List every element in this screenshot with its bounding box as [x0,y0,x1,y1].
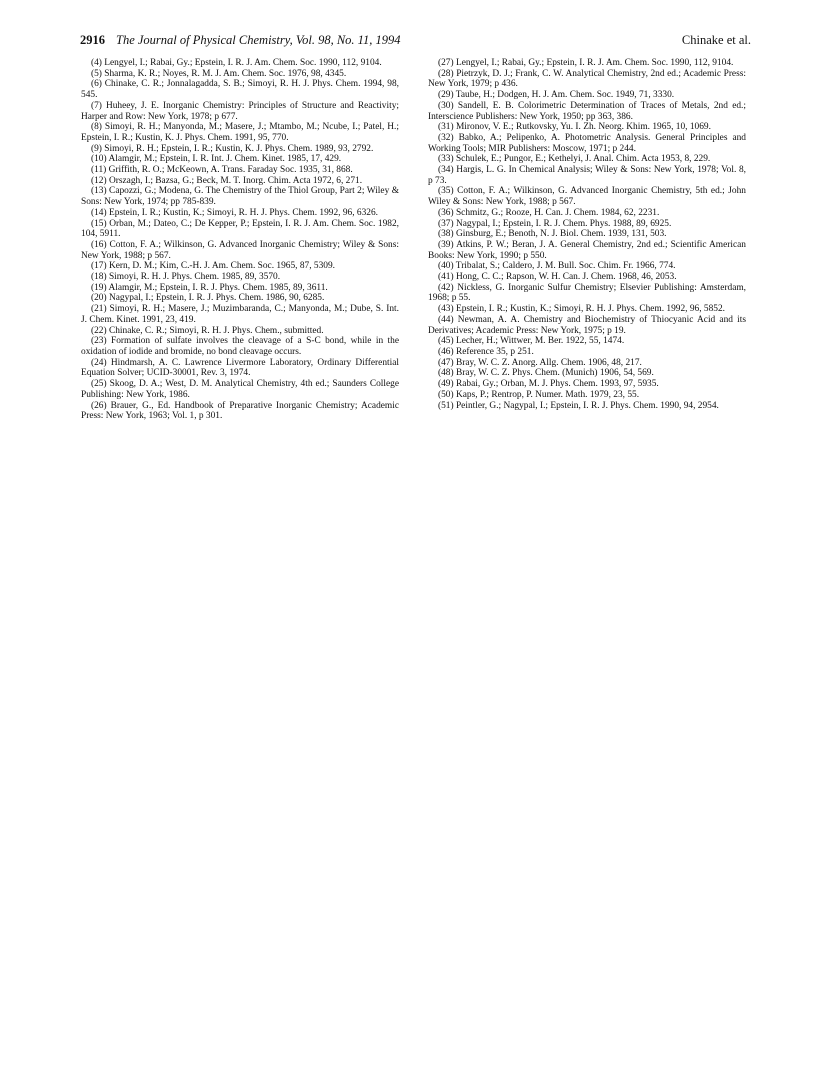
references-right-column [428,58,746,411]
reference-item: (4) Lengyel, I.; Rabai, Gy.; Epstein, I. R. J. Am. Chem. Soc. 1990, 112, 9104. [91,58,382,68]
page-number: 2916 [80,33,105,47]
reference-item: (12) Orszagh, I.; Bazsa, G.; Beck, M. T. Inorg. Chim. Acta 1972, 6, 271. [91,175,363,186]
page-header [80,33,751,49]
reference-item: (22) Chinake, C. R.; Simoyi, R. H. J. Phys. Chem., submitted. [91,325,324,336]
reference-item: (27) Lengyel, I.; Rabai, Gy.; Epstein, I. R. J. Am. Chem. Soc. 1990, 112, 9104. [438,58,734,68]
reference-item: (44) Newman, A. A. Chemistry and Biochemistry of Thiocyanic Acid and its Derivatives; Academic Press: New York, 1975; p 19. [428,314,746,336]
reference-item: (43) Epstein, I. R.; Kustin, K.; Simoyi, R. H. J. Phys. Chem. 1992, 96, 5852. [438,304,725,315]
reference-item: (30) Sandell, E. B. Colorimetric Determination of Traces of Metals, 2nd ed.; Interscience Publishers: New York, 1950; pp 363, 386. [428,100,746,122]
reference-item: (17) Kern, D. M.; Kim, C.-H. J. Am. Chem. Soc. 1965, 87, 5309. [91,261,336,272]
reference-item: (39) Atkins, P. W.; Beran, J. A. General Chemistry, 2nd ed.; Scientific American Books: New York, 1990; p 550. [428,239,746,261]
reference-item: (26) Brauer, G., Ed. Handbook of Preparative Inorganic Chemistry; Academic Press: New York, 1963; Vol. 1, p 301. [81,400,399,422]
reference-item: (42) Nickless, G. Inorganic Sulfur Chemistry; Elsevier Publishing: Amsterdam, 1968; p 55. [428,282,746,304]
reference-item: (36) Schmitz, G.; Rooze, H. Can. J. Chem. 1984, 62, 2231. [438,207,660,218]
reference-item: (34) Hargis, L. G. In Chemical Analysis; Wiley & Sons: New York, 1978; Vol. 8, p 73. [428,165,746,186]
reference-item: (25) Skoog, D. A.; West, D. M. Analytical Chemistry, 4th ed.; Saunders College Publishing: New York, 1986. [81,379,399,400]
reference-item: (5) Sharma, K. R.; Noyes, R. M. J. Am. Chem. Soc. 1976, 98, 4345. [91,68,347,79]
reference-item: (29) Taube, H.; Dodgen, H. J. Am. Chem. Soc. 1949, 71, 3330. [438,90,675,101]
reference-item: (41) Hong, C. C.; Rapson, W. H. Can. J. Chem. 1968, 46, 2053. [438,272,677,283]
reference-item: (48) Bray, W. C. Z. Phys. Chem. (Munich) 1906, 54, 569. [438,368,654,379]
reference-item: (24) Hindmarsh, A. C. Lawrence Livermore Laboratory, Ordinary Differential Equation Solver; UCID-30001, Rev. 3, 1974. [81,357,399,379]
reference-item: (37) Nagypal, I.; Epstein, I. R. J. Chem. Phys. 1988, 89, 6925. [438,218,672,229]
reference-item: (13) Capozzi, G.; Modena, G. The Chemistry of the Thiol Group, Part 2; Wiley & Sons: New York, 1974; pp 785-839. [81,186,399,208]
reference-item: (11) Griffith, R. O.; McKeown, A. Trans. Faraday Soc. 1935, 31, 868. [91,165,353,176]
reference-item: (16) Cotton, F. A.; Wilkinson, G. Advanced Inorganic Chemistry; Wiley & Sons: New York, 1988; p 567. [81,239,399,261]
reference-item: (18) Simoyi, R. H. J. Phys. Chem. 1985, 89, 3570. [91,272,281,283]
reference-item: (33) Schulek, E.; Pungor, E.; Kethelyi, J. Anal. Chim. Acta 1953, 8, 229. [438,154,711,165]
reference-item: (6) Chinake, C. R.; Jonnalagadda, S. B.; Simoyi, R. H. J. Phys. Chem. 1994, 98, 545. [81,79,399,101]
references-left-column [81,58,399,422]
reference-item: (15) Orban, M.; Dateo, C.; De Kepper, P.; Epstein, I. R. J. Am. Chem. Soc. 1982, 104, 5911. [81,218,399,240]
reference-item: (46) Reference 35, p 251. [438,346,534,357]
reference-item: (47) Bray, W. C. Z. Anorg. Allg. Chem. 1906, 48, 217. [438,357,642,368]
reference-item: (32) Babko, A.; Pelipenko, A. Photometric Analysis. General Principles and Working Tools; MIR Publishers: Moscow, 1971; p 244. [428,132,746,154]
reference-item: (19) Alamgir, M.; Epstein, I. R. J. Phys. Chem. 1985, 89, 3611. [91,282,328,293]
reference-item: (23) Formation of sulfate involves the cleavage of a S-C bond, while in the oxidation of iodide and bromide, no bond cleavage occurs. [81,336,399,357]
reference-item: (10) Alamgir, M.; Epstein, I. R. Int. J. Chem. Kinet. 1985, 17, 429. [91,154,342,165]
reference-item: (7) Huheey, J. E. Inorganic Chemistry: Principles of Structure and Reactivity; Harper and Row: New York, 1978; p 677. [81,100,399,122]
reference-item: (51) Peintler, G.; Nagypal, I.; Epstein, I. R. J. Phys. Chem. 1990, 94, 2954. [438,400,719,411]
reference-item: (20) Nagypal, I.; Epstein, I. R. J. Phys. Chem. 1986, 90, 6285. [91,293,325,304]
running-authors: Chinake et al. [681,33,751,47]
reference-item: (8) Simoyi, R. H.; Manyonda, M.; Masere, J.; Mtambo, M.; Ncube, I.; Patel, H.; Epstein, I. R.; Kustin, K. J. Phys. Chem. 1991, 95, 770. [81,122,399,143]
reference-item: (35) Cotton, F. A.; Wilkinson, G. Advanced Inorganic Chemistry, 5th ed.; John Wiley & Sons: New York, 1988; p 567. [428,186,746,208]
reference-item: (50) Kaps, P.; Rentrop, P. Numer. Math. 1979, 23, 55. [438,389,640,400]
journal-running-title: The Journal of Physical Chemistry, Vol. 98, No. 11, 1994 [116,33,401,47]
reference-item: (40) Tribalat, S.; Caldero, J. M. Bull. Soc. Chim. Fr. 1966, 774. [438,261,676,272]
reference-item: (21) Simoyi, R. H.; Masere, J.; Muzimbaranda, C.; Manyonda, M.; Dube, S. Int. J. Chem. Kinet. 1991, 23, 419. [81,304,399,325]
reference-item: (31) Mironov, V. E.; Rutkovsky, Yu. I. Zh. Neorg. Khim. 1965, 10, 1069. [438,122,711,133]
reference-item: (28) Pietrzyk, D. J.; Frank, C. W. Analytical Chemistry, 2nd ed.; Academic Press: New York, 1979; p 436. [428,68,746,90]
reference-item: (14) Epstein, I. R.; Kustin, K.; Simoyi, R. H. J. Phys. Chem. 1992, 96, 6326. [91,207,378,218]
reference-item: (38) Ginsburg, E.; Benoth, N. J. Biol. Chem. 1939, 131, 503. [438,229,667,240]
reference-item: (9) Simoyi, R. H.; Epstein, I. R.; Kustin, K. J. Phys. Chem. 1989, 93, 2792. [91,143,374,154]
reference-item: (49) Rabai, Gy.; Orban, M. J. Phys. Chem. 1993, 97, 5935. [438,379,659,390]
reference-item: (45) Lecher, H.; Wittwer, M. Ber. 1922, 55, 1474. [438,336,625,347]
